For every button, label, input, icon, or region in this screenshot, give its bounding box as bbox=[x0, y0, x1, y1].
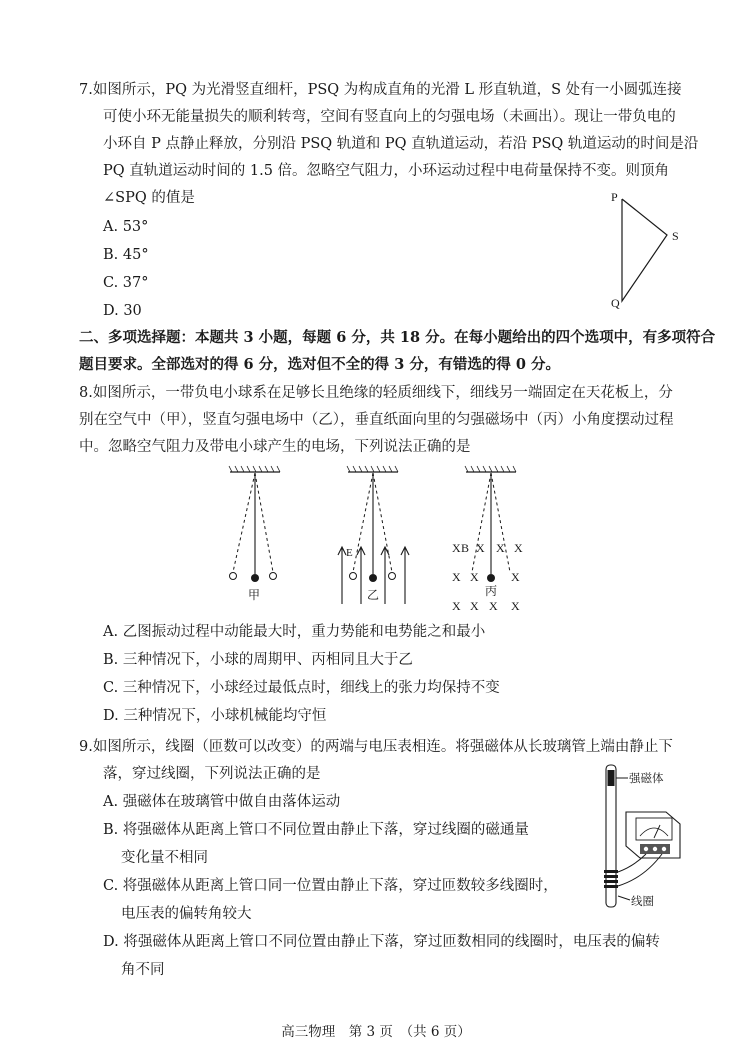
label-yi: 乙 bbox=[367, 588, 380, 602]
q8-option-d: D. 三种情况下，小球机械能均守恒 bbox=[103, 708, 327, 724]
q9-option-b-line-2: 变化量不相同 bbox=[121, 850, 208, 866]
svg-text:X: X bbox=[452, 541, 461, 555]
q7-label-q: Q bbox=[611, 296, 620, 310]
q9-figure bbox=[600, 762, 700, 914]
ball-right bbox=[389, 573, 396, 580]
voltmeter bbox=[626, 812, 680, 858]
ball-center bbox=[251, 574, 259, 582]
magnet bbox=[608, 770, 615, 786]
svg-text:X: X bbox=[496, 541, 505, 555]
ball-center bbox=[487, 574, 495, 582]
q7-option-a: A. 53° bbox=[103, 219, 149, 235]
page-footer: 高三物理 第 3 页 （共 6 页） bbox=[281, 1024, 471, 1040]
q7-option-d: D. 30 bbox=[103, 303, 142, 319]
q7-stem-line-2: 可使小环无能量损失的顺利转弯，空间有竖直向上的匀强电场（未画出）。现让一带负电的 bbox=[103, 109, 676, 125]
pendulum-bing bbox=[452, 466, 523, 613]
q8-option-b: B. 三种情况下，小球的周期甲、丙相同且大于乙 bbox=[103, 652, 413, 668]
q7-stem-line-1: 7.如图所示，PQ 为光滑竖直细杆，PSQ 为构成直角的光滑 L 形直轨道，S 处有一小圆弧连接 bbox=[79, 82, 682, 98]
label-e: E bbox=[346, 547, 353, 559]
svg-text:X: X bbox=[452, 599, 461, 613]
coil-pointer bbox=[618, 896, 630, 900]
q7-option-c: C. 37° bbox=[103, 275, 149, 291]
q7-label-s: S bbox=[672, 229, 679, 243]
string-left bbox=[353, 473, 373, 572]
q7-stem-line-5: ∠SPQ 的值是 bbox=[103, 190, 195, 206]
q8-stem-line-3: 中。忽略空气阻力及带电小球产生的电场，下列说法正确的是 bbox=[79, 439, 471, 455]
ball-left bbox=[230, 573, 237, 580]
section2-header-line-1: 二、多项选择题：本题共 3 小题，每题 6 分，共 18 分。在每小题给出的四个选项中，有多项符合 bbox=[79, 329, 716, 346]
pendulum-yi bbox=[338, 466, 409, 604]
label-jia: 甲 bbox=[248, 588, 261, 602]
q9-option-d-line-1: D. 将强磁体从距离上管口不同位置由静止下落，穿过匝数相同的线圈时，电压表的偏转 bbox=[103, 934, 660, 950]
svg-text:X: X bbox=[476, 541, 485, 555]
string-left bbox=[472, 473, 491, 572]
q9-option-c-line-2: 电压表的偏转角较大 bbox=[121, 906, 252, 922]
section2-header-line-2: 题目要求。全部选对的得 6 分，选对但不全的得 3 分，有错选的得 0 分。 bbox=[79, 356, 561, 373]
ceiling-hatch bbox=[465, 466, 516, 472]
coil-label: 线圈 bbox=[631, 896, 654, 908]
q9-option-b-line-1: B. 将强磁体从距离上管口不同位置由静止下落，穿过线圈的磁通量 bbox=[103, 822, 529, 838]
q8-stem-line-2: 别在空气中（甲），竖直匀强电场中（乙），垂直纸面向里的匀强磁场中（丙）小角度摆动过程 bbox=[79, 412, 674, 428]
string-right bbox=[491, 473, 510, 572]
q7-figure bbox=[600, 188, 695, 313]
svg-text:X: X bbox=[470, 570, 479, 584]
q8-option-a: A. 乙图振动过程中动能最大时，重力势能和电势能之和最小 bbox=[103, 624, 486, 640]
ball-left bbox=[350, 573, 357, 580]
q7-track-lines bbox=[622, 199, 667, 301]
ceiling-hatch bbox=[229, 466, 280, 472]
string-left bbox=[233, 473, 255, 572]
pendulum-jia bbox=[229, 466, 280, 602]
svg-text:X: X bbox=[470, 599, 479, 613]
ball-right bbox=[270, 573, 277, 580]
q9-option-d-line-2: 角不同 bbox=[121, 962, 165, 978]
q9-stem-line-2: 落，穿过线圈，下列说法正确的是 bbox=[103, 766, 321, 782]
q9-option-c-line-1: C. 将强磁体从距离上管口同一位置由静止下落，穿过匝数较多线圈时， bbox=[103, 878, 558, 894]
ball-center bbox=[369, 574, 377, 582]
q7-label-p: P bbox=[611, 190, 618, 204]
q7-stem-line-3: 小环自 P 点静止释放，分别沿 PSQ 轨道和 PQ 直轨道运动，若沿 PSQ 轨道运动的时间是沿 bbox=[103, 136, 699, 152]
svg-text:X: X bbox=[452, 570, 461, 584]
string-right bbox=[373, 473, 392, 572]
q8-pendulum-figure bbox=[225, 462, 545, 618]
svg-text:X: X bbox=[511, 599, 520, 613]
q9-stem-line-1: 9.如图所示，线圈（匝数可以改变）的两端与电压表相连。将强磁体从长玻璃管上端由静止下 bbox=[79, 739, 673, 755]
svg-text:X: X bbox=[489, 599, 498, 613]
string-right bbox=[255, 473, 273, 572]
svg-text:X: X bbox=[511, 570, 520, 584]
ceiling-hatch bbox=[347, 466, 398, 472]
svg-text:B: B bbox=[461, 541, 470, 555]
q8-option-c: C. 三种情况下，小球经过最低点时，细线上的张力均保持不变 bbox=[103, 680, 500, 696]
magnet-label: 强磁体 bbox=[629, 773, 664, 785]
q7-stem-line-4: PQ 直轨道运动时间的 1.5 倍。忽略空气阻力，小环运动过程中电荷量保持不变。则顶角 bbox=[103, 163, 670, 179]
q8-stem-line-1: 8.如图所示，一带负电小球系在足够长且绝缘的轻质细线下，细线另一端固定在天花板上，分 bbox=[79, 385, 673, 401]
q7-option-b: B. 45° bbox=[103, 247, 149, 263]
svg-text:X: X bbox=[514, 541, 523, 555]
q9-option-a: A. 强磁体在玻璃管中做自由落体运动 bbox=[103, 794, 341, 810]
label-bing: 丙 bbox=[485, 584, 498, 598]
